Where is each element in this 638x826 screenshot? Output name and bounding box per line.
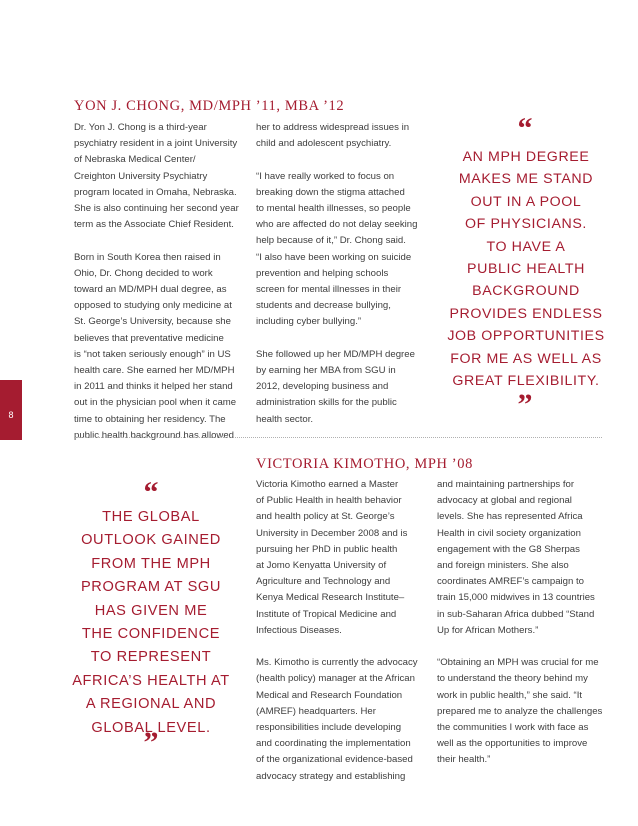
body-text-line: “I also have been working on suicide [256, 251, 412, 263]
body-text-line: who are affected do not delay seeking [256, 219, 418, 231]
section-divider [74, 437, 602, 438]
body-text-line: toward an MD/MPH dual degree, as [74, 284, 227, 296]
body-text-line: of the organizational evidence-based [256, 754, 413, 766]
pull-quote-line: GREAT FLEXIBILITY. [452, 373, 600, 390]
body-text-line: term as the Associate Chief Resident. [74, 219, 234, 231]
body-text-line: advocacy strategy and establishing [256, 770, 406, 782]
body-text-line: work in public health,” she said. “It [437, 689, 583, 701]
pull-quote-line: TO HAVE A [486, 238, 566, 255]
body-text-line: train 15,000 midwives in 13 countries [437, 592, 595, 604]
paragraph-gap [256, 639, 418, 655]
body-text-line: public health background has allowed [74, 429, 235, 441]
body-text-line: coordinates AMREF’s campaign to [437, 576, 584, 588]
body-text-line: opposed to studying only medicine at [74, 300, 232, 312]
body-text-line: their health.” [437, 754, 491, 766]
body-text-line: and health policy at St. George’s [256, 511, 395, 523]
body-text-line: breaking down the stigma attached [256, 186, 405, 198]
body-text-line: Up for African Mothers.” [437, 624, 539, 636]
pull-quote-line: PROGRAM AT SGU [80, 579, 222, 596]
close-quote-mark: ” [143, 726, 159, 759]
body-text-line: “I have really worked to focus on [256, 170, 395, 182]
paragraph-gap [74, 233, 239, 249]
body-text-line: and coordinating the implementation [256, 738, 411, 750]
close-quote-mark: ” [517, 388, 533, 421]
body-text-line: engagement with the G8 Sherpas [437, 543, 580, 555]
body-text-line: by earning her MBA from SGU in [256, 365, 396, 377]
page-number: 8 [8, 410, 14, 420]
pull-quote-line: THE GLOBAL [102, 509, 200, 525]
body-text-line: levels. She has represented Africa [437, 511, 583, 523]
body-text-line: Agriculture and Technology and [256, 576, 391, 588]
body-text-line: (health policy) manager at the African [256, 673, 415, 685]
body-text-line: the communities I work with face as [437, 722, 589, 734]
body-text-line: prevention and helping schools [256, 267, 389, 279]
body-text-line: at Jomo Kenyatta University of [256, 560, 387, 572]
body-text-line: screen for mental illnesses in their [256, 284, 402, 296]
pull-quote-line: OF PHYSICIANS. [465, 216, 587, 233]
pull-quote-line: AFRICA’S HEALTH AT [72, 672, 230, 689]
body-text-line: Dr. Yon J. Chong is a third-year [74, 122, 207, 133]
body-text-line: She followed up her MD/MPH degree [256, 348, 415, 360]
body-text-line: St. George’s University, because she [74, 316, 231, 328]
pull-quote-line: TO REPRESENT [90, 649, 212, 666]
open-quote-mark: “ [517, 112, 533, 145]
body-text-line: prepared me to analyze the challenges [437, 705, 603, 717]
body-text-line: of Nebraska Medical Center/ [74, 154, 196, 166]
body-text-line: Creighton University Psychiatry [74, 170, 208, 182]
body-text-line: Medical and Research Foundation [256, 689, 403, 701]
body-text-line: and foreign ministers. She also [437, 560, 569, 572]
profile-name-chong: YON J. CHONG, MD/MPH ’11, MBA ’12 [74, 98, 345, 114]
pull-quote-line: FOR ME AS WELL AS [450, 350, 602, 367]
chong-column-2 [256, 120, 417, 428]
body-text-line: of Public Health in health behavior [256, 495, 402, 507]
pull-quote-line: GLOBAL LEVEL. [91, 719, 211, 736]
pull-quote-line: PUBLIC HEALTH [467, 261, 585, 278]
body-text-line: Ohio, Dr. Chong decided to work [74, 267, 213, 279]
body-text-line: including cyber bullying.” [256, 316, 362, 328]
body-text-line: in 2011 and thinks it helped her stand [74, 381, 233, 393]
pull-quote-line: JOB OPPORTUNITIES [447, 328, 605, 345]
body-text-line: She is also continuing her second year [74, 203, 239, 215]
pull-quote-line: BACKGROUND [472, 283, 580, 300]
body-text-line: well as the opportunities to improve [437, 738, 588, 750]
body-text-line: 2012, developing business and [256, 381, 389, 393]
body-text-line: Kenya Medical Research Institute– [256, 592, 405, 604]
body-text-line: (AMREF) headquarters. Her [256, 705, 376, 717]
body-text-line: responsibilities include developing [256, 722, 402, 734]
pull-quote-line: HAS GIVEN ME [94, 602, 208, 619]
body-text-line: University in December 2008 and is [256, 527, 408, 539]
body-text-line: Institute of Tropical Medicine and [256, 608, 397, 620]
body-text-line: Infectious Diseases. [256, 624, 342, 636]
body-text-line: and maintaining partnerships for [437, 479, 575, 490]
kimotho-column-1 [256, 477, 418, 785]
body-text-line: advocacy at global and regional [437, 495, 572, 507]
pull-quote-chong [446, 146, 606, 392]
pull-quote-line: PROVIDES ENDLESS [449, 305, 603, 322]
body-text-line: Health in civil society organization [437, 527, 581, 539]
paragraph-gap [256, 331, 417, 347]
body-text-line: child and adolescent psychiatry. [256, 138, 392, 150]
pull-quote-line: OUT IN A POOL [470, 193, 582, 210]
body-text-line: administration skills for the public [256, 397, 397, 409]
profile-name-kimotho: VICTORIA KIMOTHO, MPH ’08 [256, 456, 473, 472]
body-text-line: in sub-Saharan Africa dubbed “Stand [437, 608, 595, 620]
body-text-line: is “not taken seriously enough” in US [74, 348, 231, 360]
body-text-line: help because of it,” Dr. Chong said. [256, 235, 406, 247]
chong-column-1 [74, 120, 239, 444]
body-text-line: out in the physician pool when it came [74, 397, 237, 409]
pull-quote-line: OUTLOOK GAINED [81, 532, 221, 549]
body-text-line: Born in South Korea then raised in [74, 251, 221, 263]
body-text-line: psychiatry resident in a joint University [74, 138, 238, 150]
pull-quote-kimotho [66, 506, 236, 740]
body-text-line: pursuing her PhD in public health [256, 543, 398, 555]
pull-quote-line: THE CONFIDENCE [81, 626, 221, 643]
body-text-line: to mental health illnesses, so people [256, 203, 411, 214]
paragraph-gap [437, 639, 602, 655]
body-text-line: Victoria Kimotho earned a Master [256, 479, 399, 490]
pull-quote-line: MAKES ME STAND [458, 171, 594, 188]
kimotho-column-2 [437, 477, 602, 769]
pull-quote-line: AN MPH DEGREE [462, 149, 590, 165]
body-text-line: to understand the theory behind my [437, 673, 588, 685]
body-text-line: “Obtaining an MPH was crucial for me [437, 657, 599, 669]
body-text-line: health sector. [256, 413, 314, 425]
body-text-line: program located in Omaha, Nebraska. [74, 186, 237, 198]
pull-quote-line: A REGIONAL AND [85, 696, 217, 713]
body-text-line: health care. She earned her MD/MPH [74, 365, 235, 377]
pull-quote-line: FROM THE MPH [91, 555, 211, 572]
body-text-line: Ms. Kimotho is currently the advocacy [256, 657, 418, 669]
body-text-line: students and decrease bullying, [256, 300, 391, 312]
body-text-line: believes that preventative medicine [74, 332, 224, 344]
paragraph-gap [256, 152, 417, 168]
body-text-line: her to address widespread issues in [256, 122, 410, 133]
open-quote-mark: “ [143, 476, 159, 509]
body-text-line: time to obtaining her residency. The [74, 413, 226, 425]
